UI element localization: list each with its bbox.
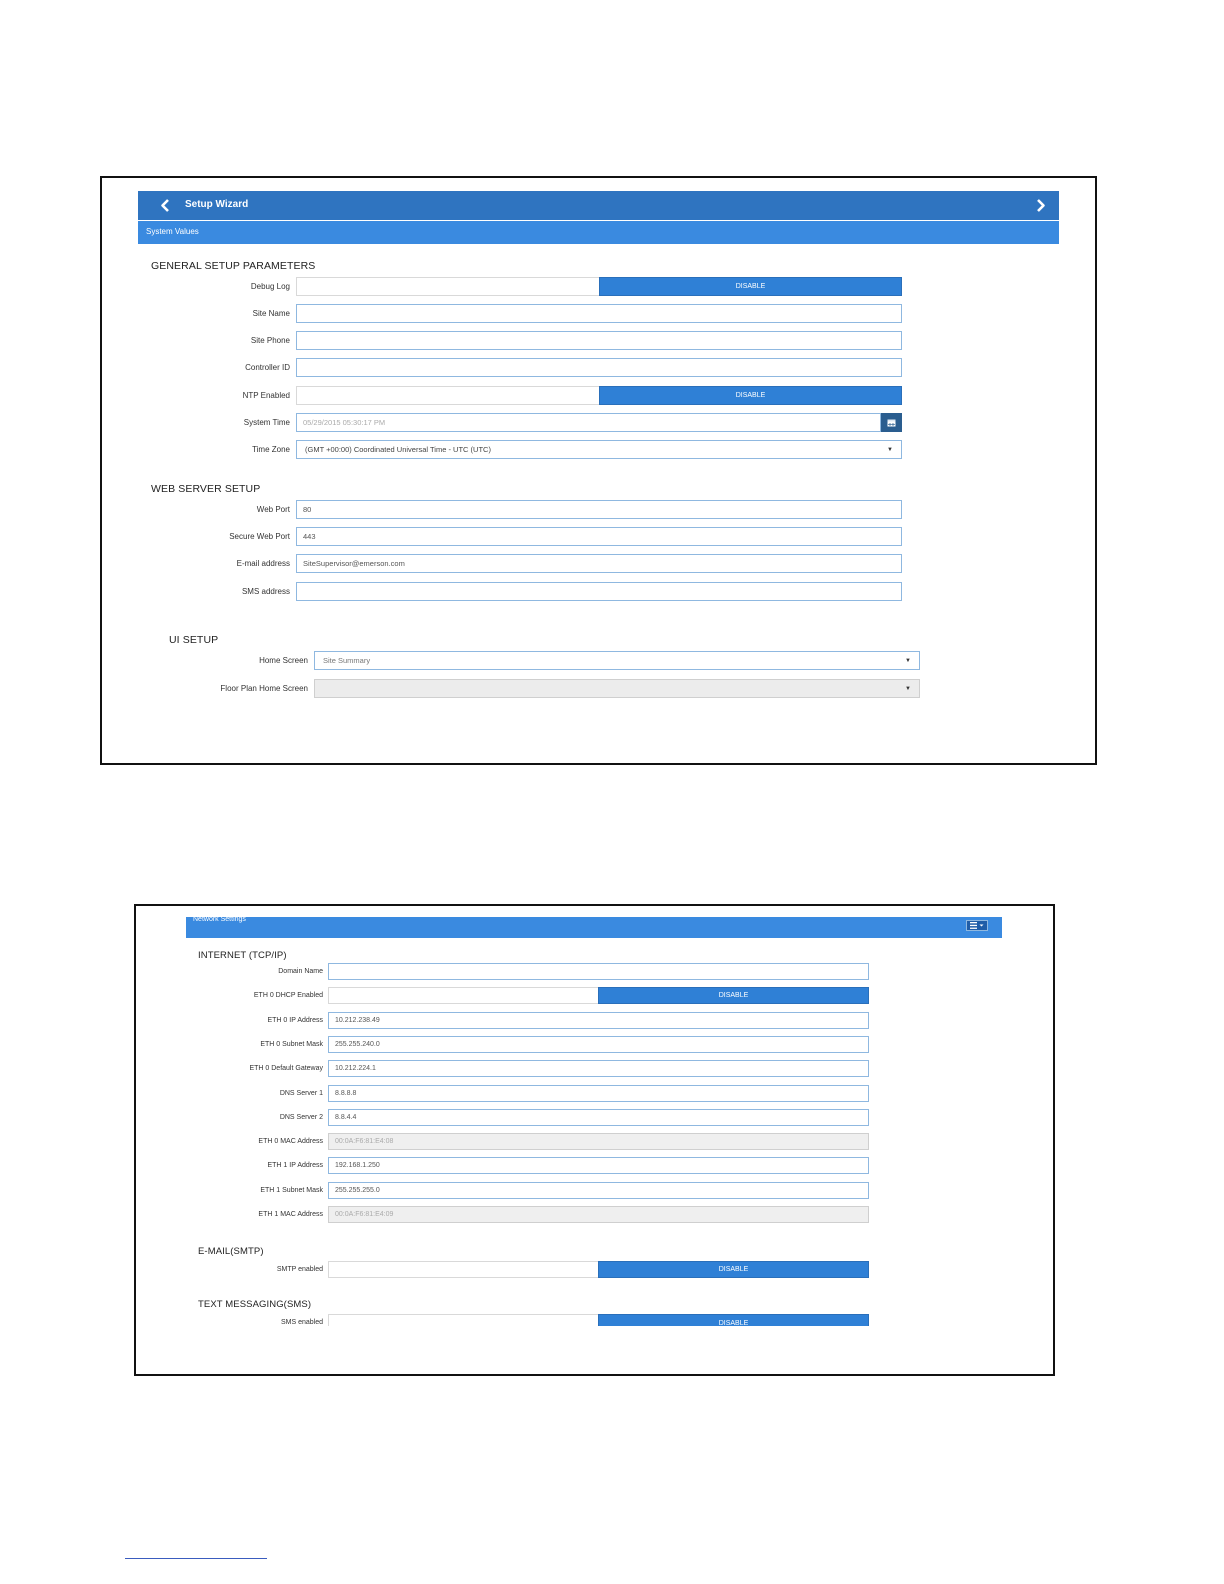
network-row-label: Domain Name bbox=[278, 968, 323, 975]
ntp-toggle-enable[interactable] bbox=[296, 386, 599, 405]
controller-id-label: Controller ID bbox=[245, 363, 290, 372]
home-screen-label: Home Screen bbox=[259, 656, 308, 665]
web-port-input[interactable]: 80 bbox=[296, 500, 902, 519]
sms-address-input[interactable] bbox=[296, 582, 902, 601]
mac-address-field: 00:0A:F6:81:E4:08 bbox=[328, 1133, 869, 1150]
debug-log-disable-button[interactable]: DISABLE bbox=[599, 277, 902, 296]
network-row-label: ETH 1 MAC Address bbox=[258, 1211, 323, 1218]
network-settings-title: Network Settings bbox=[193, 916, 246, 923]
wizard-title: Setup Wizard bbox=[185, 199, 249, 210]
network-settings-header bbox=[186, 917, 1002, 938]
calendar-icon bbox=[887, 418, 896, 427]
sms-enabled-label: SMS enabled bbox=[280, 1319, 323, 1326]
network-input[interactable] bbox=[328, 963, 869, 980]
ntp-disable-button[interactable]: DISABLE bbox=[599, 386, 902, 405]
wizard-subheader bbox=[138, 221, 1059, 244]
calendar-button[interactable] bbox=[881, 413, 902, 432]
menu-dropdown-button[interactable] bbox=[966, 920, 988, 931]
sms-heading: TEXT MESSAGING(SMS) bbox=[198, 1299, 312, 1310]
internet-heading: INTERNET (TCP/IP) bbox=[198, 950, 287, 961]
floor-plan-home-screen-select[interactable] bbox=[314, 679, 920, 698]
smtp-toggle-enable[interactable] bbox=[328, 1261, 598, 1278]
ntp-enabled-label: NTP Enabled bbox=[242, 391, 290, 400]
sms-toggle-enable[interactable] bbox=[328, 1314, 598, 1326]
wizard-subtitle: System Values bbox=[146, 227, 199, 236]
dhcp-disable-button[interactable]: DISABLE bbox=[598, 987, 869, 1004]
network-row-label: ETH 1 Subnet Mask bbox=[260, 1186, 323, 1194]
time-zone-value: (GMT +00:00) Coordinated Universal Time - UTC (UTC) bbox=[305, 445, 491, 454]
dhcp-toggle-enable[interactable] bbox=[328, 987, 598, 1004]
network-row-label: ETH 0 IP Address bbox=[267, 1016, 323, 1024]
general-setup-heading: GENERAL SETUP PARAMETERS bbox=[151, 260, 316, 272]
wizard-header bbox=[138, 191, 1059, 220]
ui-setup-heading: UI SETUP bbox=[169, 634, 219, 646]
network-input[interactable]: 10.212.224.1 bbox=[328, 1060, 869, 1077]
home-screen-value: Site Summary bbox=[323, 656, 371, 665]
email-smtp-heading: E-MAIL(SMTP) bbox=[198, 1246, 264, 1257]
web-server-heading: WEB SERVER SETUP bbox=[151, 483, 261, 495]
network-row-label: ETH 0 Default Gateway bbox=[249, 1065, 323, 1073]
network-input[interactable]: 255.255.255.0 bbox=[328, 1182, 869, 1199]
dropdown-caret-icon: ▼ bbox=[887, 446, 893, 453]
next-chevron-icon[interactable] bbox=[1036, 199, 1046, 212]
sms-disable-label: DISABLE bbox=[718, 1320, 749, 1326]
debug-log-label: Debug Log bbox=[250, 282, 290, 291]
secure-web-port-label: Secure Web Port bbox=[229, 532, 290, 541]
web-port-label: Web Port bbox=[256, 505, 290, 514]
smtp-disable-button[interactable]: DISABLE bbox=[598, 1261, 869, 1278]
network-row-label: ETH 0 DHCP Enabled bbox=[253, 992, 323, 1000]
email-address-label: E-mail address bbox=[236, 559, 290, 568]
dropdown-caret-icon: ▼ bbox=[905, 685, 911, 692]
network-settings-screenshot bbox=[134, 904, 1055, 1376]
back-chevron-icon[interactable] bbox=[160, 199, 170, 212]
debug-log-toggle-enable[interactable] bbox=[296, 277, 599, 296]
smtp-enabled-label: SMTP enabled bbox=[276, 1266, 323, 1273]
time-zone-select[interactable] bbox=[296, 440, 902, 459]
sms-row-clip bbox=[186, 1314, 1002, 1326]
system-time-label: System Time bbox=[243, 418, 290, 427]
home-screen-select[interactable] bbox=[314, 651, 920, 670]
mac-address-field: 00:0A:F6:81:E4:09 bbox=[328, 1206, 869, 1223]
network-input[interactable]: 8.8.4.4 bbox=[328, 1109, 869, 1126]
network-row-label: DNS Server 2 bbox=[279, 1113, 323, 1121]
network-input[interactable]: 8.8.8.8 bbox=[328, 1085, 869, 1102]
network-row-label: ETH 1 IP Address bbox=[267, 1162, 323, 1170]
email-address-input[interactable]: SiteSupervisor@emerson.com bbox=[296, 554, 902, 573]
site-name-input[interactable] bbox=[296, 304, 902, 323]
footnote-divider bbox=[125, 1558, 267, 1559]
sms-address-label: SMS address bbox=[241, 587, 290, 596]
network-row-label: DNS Server 1 bbox=[279, 1089, 323, 1097]
dropdown-caret-icon: ▼ bbox=[905, 657, 911, 664]
site-phone-label: Site Phone bbox=[250, 336, 290, 345]
time-zone-label: Time Zone bbox=[252, 445, 290, 454]
system-time-input[interactable]: 05/29/2015 05:30:17 PM bbox=[296, 413, 881, 432]
network-input[interactable]: 192.168.1.250 bbox=[328, 1157, 869, 1174]
floor-plan-home-screen-label: Floor Plan Home Screen bbox=[220, 684, 308, 693]
network-row-label: ETH 0 MAC Address bbox=[258, 1138, 323, 1146]
network-input[interactable]: 255.255.240.0 bbox=[328, 1036, 869, 1053]
controller-id-input[interactable] bbox=[296, 358, 902, 377]
setup-wizard-screenshot bbox=[100, 176, 1097, 765]
site-phone-input[interactable] bbox=[296, 331, 902, 350]
network-row-label: ETH 0 Subnet Mask bbox=[260, 1040, 323, 1048]
hamburger-menu-icon bbox=[970, 922, 984, 929]
secure-web-port-input[interactable]: 443 bbox=[296, 527, 902, 546]
site-name-label: Site Name bbox=[252, 309, 290, 318]
network-input[interactable]: 10.212.238.49 bbox=[328, 1012, 869, 1029]
sms-disable-button[interactable] bbox=[598, 1314, 869, 1326]
